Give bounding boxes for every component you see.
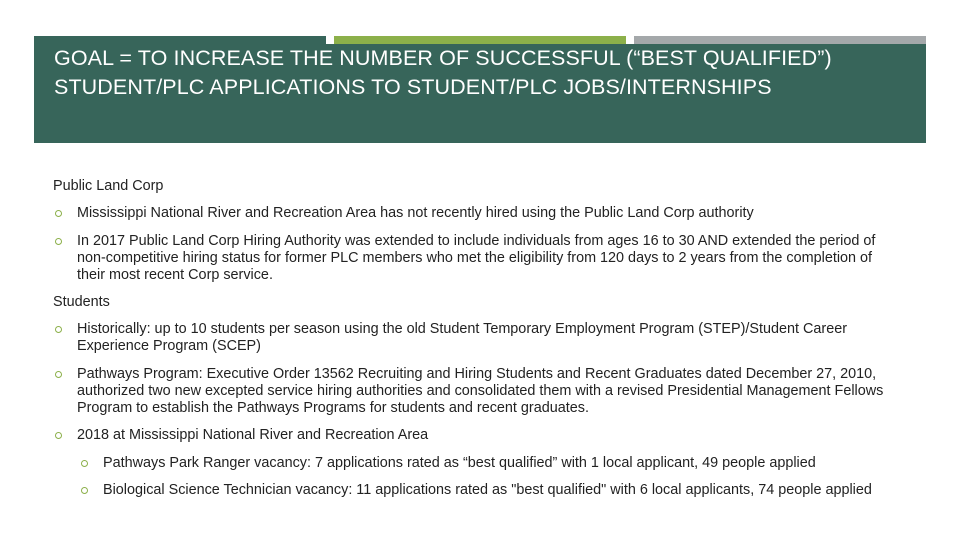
accent-bar-gray (634, 36, 926, 44)
bullet-circle-icon (55, 432, 62, 439)
header-accent-bars (34, 36, 926, 44)
bullet-circle-icon (55, 210, 62, 217)
section-heading-students: Students (53, 294, 110, 310)
bullet-circle-icon (55, 238, 62, 245)
bullet-circle-icon (81, 460, 88, 467)
list-item-text: 2018 at Mississippi National River and Recreation Area (77, 427, 429, 443)
list-item-text: In 2017 Public Land Corp Hiring Authority was extended to include individuals from ages 16 to 30 AND extended the period of non-competitive hiring status for former PLC members who met the eligibility from 120 days to 2 years from the completion of their most recent Corp service. (77, 233, 876, 283)
accent-bar-light-green (334, 36, 626, 44)
sub-list-item-text: Pathways Park Ranger vacancy: 7 applications rated as “best qualified” with 1 local applicant, 49 people applied (103, 455, 816, 471)
accent-bar-dark-green (34, 36, 326, 44)
section-heading-public-land-corp: Public Land Corp (53, 178, 164, 194)
list-item-text: Mississippi National River and Recreation Area has not recently hired using the Public Land Corp authority (77, 205, 754, 221)
bullet-circle-icon (55, 326, 62, 333)
title-banner (34, 44, 926, 143)
bullet-circle-icon (81, 487, 88, 494)
list-item-text: Pathways Program: Executive Order 13562 Recruiting and Hiring Students and Recent Graduates dated December 27, 2010, authorized two new excepted service hiring authorities and consolidated them with a revised Presidential Management Fellows Program to establish the Pathways Programs for students and recent graduates. (77, 366, 884, 416)
sub-list-item-text: Biological Science Technician vacancy: 11 applications rated as "best qualified" with 6 local applicants, 74 people applied (103, 482, 872, 498)
bullet-circle-icon (55, 371, 62, 378)
list-item-text: Historically: up to 10 students per season using the old Student Temporary Employment Program (STEP)/Student Career Experience Program (SCEP) (77, 321, 848, 354)
slide-title: GOAL = TO INCREASE THE NUMBER OF SUCCESSFUL (“BEST QUALIFIED”) STUDENT/PLC APPLICATIONS TO STUDENT/PLC JOBS/INTERNSHIPS (54, 46, 832, 99)
